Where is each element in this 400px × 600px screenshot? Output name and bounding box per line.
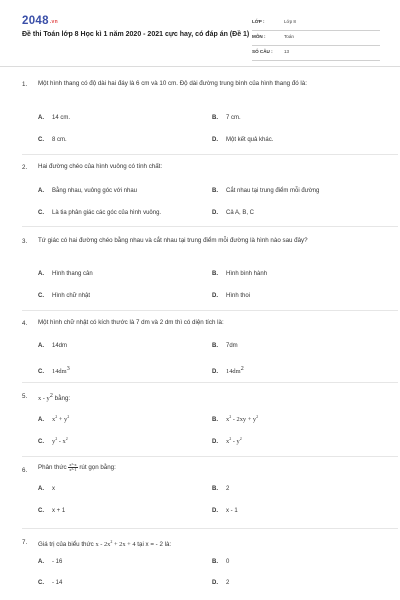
option-letter: B. [212, 343, 218, 349]
option-d[interactable] [212, 365, 244, 375]
option-letter: B. [212, 559, 218, 565]
option-letter: A. [38, 486, 44, 492]
option-text: x - 1 [226, 508, 238, 514]
option-letter: C. [38, 369, 44, 375]
option-text: 14 cm. [52, 115, 71, 121]
option-letter: A. [38, 417, 44, 423]
option-text: - 14 [52, 580, 63, 586]
question-number: 2. [22, 164, 28, 171]
option-letter: A. [38, 188, 44, 194]
option-letter: D. [212, 439, 218, 445]
option-b[interactable] [212, 559, 229, 565]
option-exponent: 3 [66, 365, 70, 372]
meta-label: LỚP : [252, 19, 265, 24]
question-separator [22, 310, 398, 311]
question-number: 4. [22, 320, 28, 327]
question-number: 3. [22, 238, 28, 245]
option-letter: B. [212, 115, 218, 121]
option-b[interactable] [212, 486, 229, 492]
option-text: 14dm [226, 368, 241, 375]
option-letter: C. [38, 439, 44, 445]
option-text: 7 cm. [226, 115, 241, 121]
option-b[interactable] [212, 414, 258, 423]
option-letter: B. [212, 271, 218, 277]
option-c[interactable] [38, 436, 68, 445]
question-text [38, 391, 383, 404]
question-separator [22, 382, 398, 383]
question-number: 1. [22, 81, 28, 88]
option-letter: A. [38, 115, 44, 121]
option-text: x + 1 [52, 508, 66, 514]
option-c[interactable] [38, 365, 70, 375]
option-letter: D. [212, 137, 218, 143]
meta-label: SỐ CÂU : [252, 49, 273, 54]
meta-row-count [252, 46, 380, 61]
option-letter: C. [38, 580, 44, 586]
question-text-head: Giá trị của biểu thức [38, 541, 96, 548]
option-letter: A. [38, 271, 44, 277]
option-d[interactable] [212, 137, 273, 143]
option-text: Bằng nhau, vuông góc với nhau [52, 188, 137, 194]
question-separator [22, 528, 398, 529]
option-text: Hình thang cân [52, 271, 93, 277]
option-text: x [52, 486, 55, 492]
question-text-head: Phân thức [38, 464, 69, 472]
option-text: 7dm [226, 343, 238, 349]
site-logo[interactable] [22, 15, 58, 27]
option-c[interactable] [38, 580, 62, 586]
question-text-tail: rút gọn bằng: [77, 464, 116, 472]
exam-meta-table [252, 16, 380, 61]
fraction-denominator: x²-1 [69, 467, 77, 472]
question-text [38, 463, 383, 473]
logo-text: 2048 [22, 15, 49, 27]
option-d[interactable] [212, 508, 238, 514]
option-text: Cắt nhau tại trung điểm mỗi đường [226, 188, 320, 194]
page-header [0, 0, 400, 64]
option-letter: B. [212, 188, 218, 194]
option-text: Hình bình hành [226, 271, 268, 277]
meta-value: 13 [284, 49, 290, 54]
option-a[interactable] [38, 343, 67, 349]
option-d[interactable] [212, 580, 229, 586]
option-text: 2 [226, 486, 230, 492]
option-letter: D. [212, 210, 218, 216]
option-a[interactable] [38, 188, 137, 194]
option-text: Hình thoi [226, 293, 251, 299]
meta-label: MÔN : [252, 34, 266, 39]
fraction-numerator: x³-x [69, 462, 77, 467]
logo-domain: .vn [49, 19, 58, 25]
option-text: 14dm [52, 343, 68, 349]
question-separator [22, 456, 398, 457]
option-a[interactable] [38, 414, 69, 423]
meta-value: Toán [284, 34, 294, 39]
option-letter: D. [212, 369, 218, 375]
option-d[interactable] [212, 436, 242, 445]
option-letter: C. [38, 137, 44, 143]
option-c[interactable] [38, 137, 67, 143]
option-letter: B. [212, 486, 218, 492]
option-d[interactable] [212, 293, 250, 299]
option-b[interactable] [212, 115, 241, 121]
header-divider [0, 66, 400, 67]
option-letter: B. [212, 417, 218, 423]
option-math: $y^2 - x^2$ [52, 436, 68, 445]
option-c[interactable] [38, 210, 161, 216]
option-letter: C. [38, 293, 44, 299]
option-letter: C. [38, 210, 44, 216]
option-b[interactable] [212, 343, 238, 349]
option-text: Hình chữ nhật [52, 293, 91, 299]
option-exponent: 2 [240, 365, 244, 372]
option-letter: C. [38, 508, 44, 514]
option-d[interactable] [212, 210, 254, 216]
meta-row-grade [252, 16, 380, 31]
option-b[interactable] [212, 271, 267, 277]
meta-value: Lớp 8 [284, 19, 296, 24]
option-text: 2 [226, 580, 230, 586]
math-expression: x - y [38, 395, 50, 402]
question-text: Một hình chữ nhật có kích thước là 7 dm và 2 dm thì có diện tích là: [38, 319, 224, 326]
option-a[interactable] [38, 559, 62, 565]
option-text: 14dm [52, 368, 67, 375]
question-number: 5. [22, 393, 28, 400]
option-letter: A. [38, 343, 44, 349]
option-a[interactable] [38, 115, 70, 121]
option-math: $x^2 - 2xy + y^2$ [226, 414, 259, 423]
question-number: 7. [22, 539, 28, 546]
option-text: Là tia phân giác các góc của hình vuông. [52, 210, 162, 216]
option-math: $x^2 + y^2$ [52, 414, 70, 423]
option-a[interactable] [38, 271, 93, 277]
option-letter: D. [212, 293, 218, 299]
question-text: Một hình thang có độ dài hai đáy là 6 cm và 10 cm. Độ dài đường trung bình của hình thang đó là: [38, 80, 307, 87]
question-separator [22, 154, 398, 155]
document-title: Đề thi Toán lớp 8 Học kì 1 năm 2020 - 2021 cực hay, có đáp án (Đề 1) [22, 31, 250, 38]
option-letter: A. [38, 559, 44, 565]
math-expression: $x - 2x^2 + 2x + 4$ [95, 539, 136, 548]
option-b[interactable] [212, 188, 319, 194]
option-math: $x^2 - y^2$ [226, 436, 242, 445]
question-number: 6. [22, 467, 28, 474]
fraction [68, 463, 77, 472]
option-text: Một kết quả khác. [226, 137, 274, 143]
option-letter: D. [212, 580, 218, 586]
option-c[interactable] [38, 508, 65, 514]
question-text-tail: bằng: [52, 395, 71, 402]
option-a[interactable] [38, 486, 55, 492]
meta-row-subject [252, 31, 380, 46]
option-text: 8 cm. [52, 137, 67, 143]
option-letter: D. [212, 508, 218, 514]
question-text-tail: tại x = - 2 là: [135, 541, 172, 548]
question-text [38, 537, 383, 550]
option-c[interactable] [38, 293, 90, 299]
option-text: 0 [226, 559, 230, 565]
question-text: Hai đường chéo của hình vuông có tính chất: [38, 163, 163, 170]
option-text: - 16 [52, 559, 63, 565]
question-text: Tứ giác có hai đường chéo bằng nhau và cắt nhau tại trung điểm mỗi đường là hình nào sau đây? [38, 237, 308, 244]
question-separator [22, 226, 398, 227]
option-text: Cả A, B, C [226, 210, 255, 216]
math-exponent: 2 [49, 392, 53, 399]
